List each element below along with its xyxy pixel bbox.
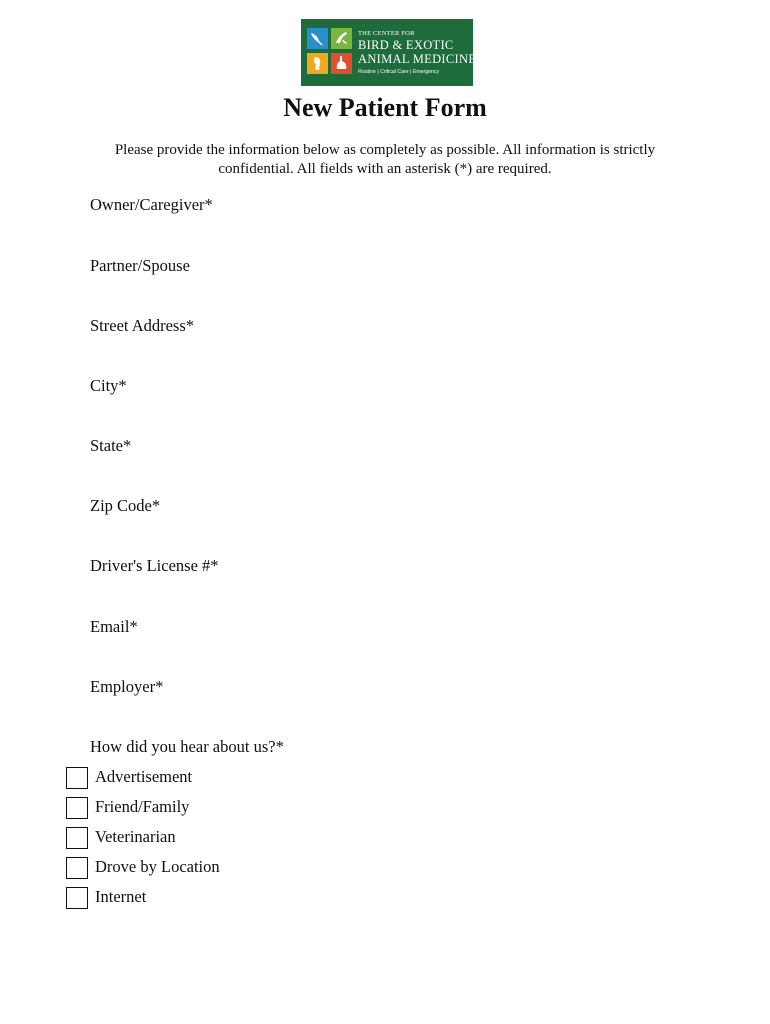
employer-field[interactable]: Employer* [90,677,164,696]
checkbox[interactable] [66,887,88,909]
form-intro: Please provide the information below as completely as possible. All information is strictly confidential. All fields with an asterisk (*) are required. [114,142,656,177]
checkbox[interactable] [66,857,88,879]
option-label: Veterinarian [95,827,176,846]
option-label: Advertisement [95,767,193,786]
referral-question: How did you hear about us?* [90,737,284,756]
drivers-license-field[interactable]: Driver's License #* [90,556,219,575]
city-field[interactable]: City* [90,376,127,395]
parrot-tile-icon [307,53,328,74]
clinic-logo [301,19,477,86]
checkbox[interactable] [66,797,88,819]
lizard-tile-icon [331,28,352,49]
checkbox[interactable] [66,767,88,789]
bird-tile-icon [307,28,328,49]
state-field[interactable]: State* [90,436,132,455]
email-field[interactable]: Email* [90,617,138,636]
checkbox[interactable] [66,827,88,849]
logo-small-line: THE CENTER FOR [358,30,415,37]
owner-caregiver-field[interactable]: Owner/Caregiver* [90,195,213,214]
street-address-field[interactable]: Street Address* [90,316,195,335]
partner-spouse-field[interactable]: Partner/Spouse [90,256,190,275]
logo-line-2: ANIMAL MEDICINE [358,52,477,66]
option-label: Internet [95,887,147,906]
rabbit-tile-icon [331,53,352,74]
option-label: Drove by Location [95,857,220,876]
option-label: Friend/Family [95,797,190,816]
zip-code-field[interactable]: Zip Code* [90,496,161,515]
page-title: New Patient Form [283,93,487,122]
logo-line-1: BIRD & EXOTIC [358,38,454,52]
logo-tagline: Routine | Critical Care | Emergency [358,69,440,75]
